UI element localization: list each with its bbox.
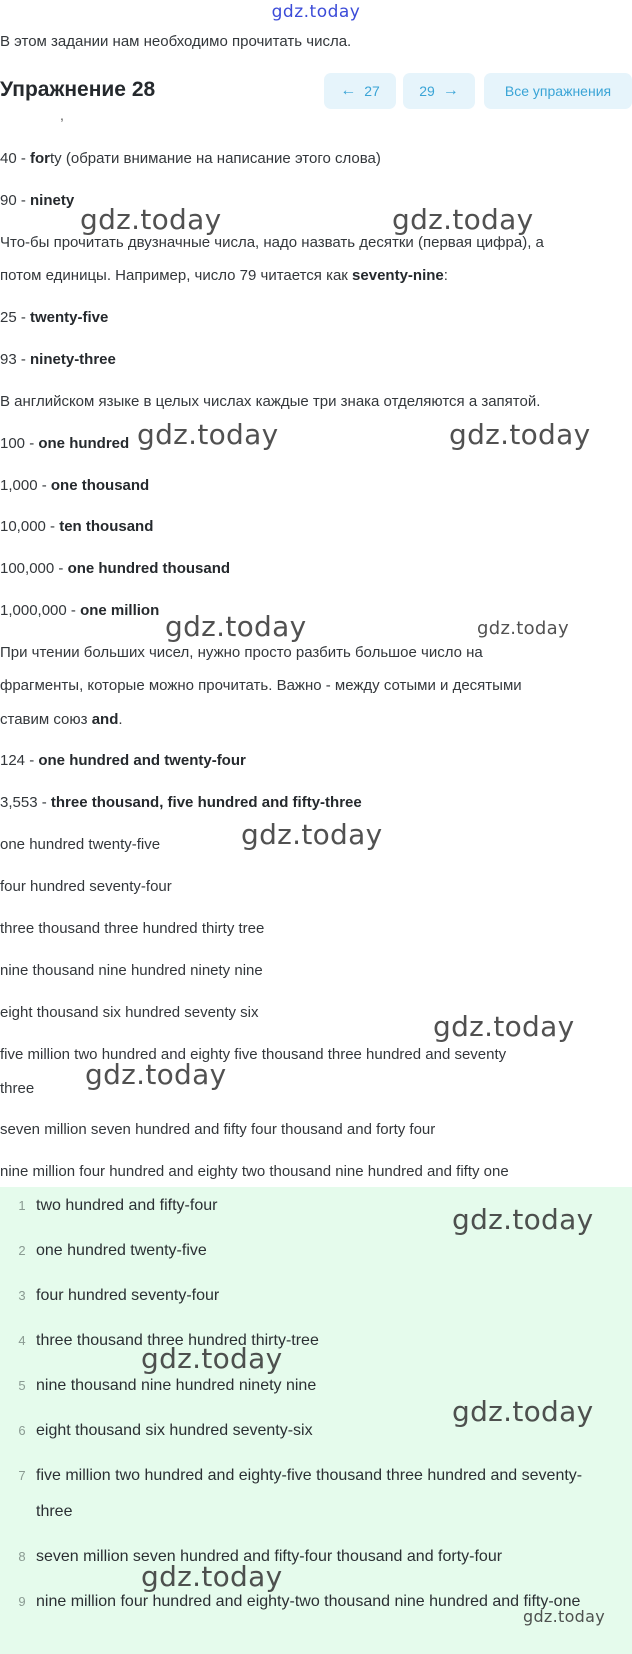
list-item-number: 1 [18,1198,26,1213]
reading-line: five million two hundred and eighty five thousand three hundred and seventy [0,1046,507,1063]
list-item-text: nine million four hundred and eighty-two thousand nine hundred and fifty-one [36,1593,581,1610]
example-line: 10,000 - ten thousand [0,518,154,535]
reading-line: four hundred seventy-four [0,878,172,895]
watermark: gdz.today [392,203,534,236]
list-item-text: one hundred twenty-five [36,1242,207,1259]
next-exercise-button[interactable] [403,73,475,109]
watermark: gdz.today [452,1395,594,1428]
reading-line: three thousand three hundred thirty tree [0,920,265,937]
arrow-left-icon: ← [340,82,357,99]
reading-line: nine thousand nine hundred ninety nine [0,962,263,979]
example-line: 100,000 - one hundred thousand [0,560,231,577]
clipped-text-fragment: , [60,113,64,123]
all-exercises-button[interactable] [484,73,632,109]
explanation-text: При чтении больших чисел, нужно просто разбить большое число на [0,644,483,661]
reading-line: eight thousand six hundred seventy six [0,1004,259,1021]
watermark: gdz.today [85,1058,227,1091]
example-line: 100 - one hundred [0,435,130,452]
reading-line: one hundred twenty-five [0,836,161,853]
page-title: Упражнение 28 [0,78,156,101]
watermark: gdz.today [137,418,279,451]
watermark: gdz.today [80,203,222,236]
list-item-number: 6 [18,1423,26,1438]
list-item-text: four hundred seventy-four [36,1287,220,1304]
example-line: 3,553 - three thousand, five hundred and fifty-three [0,794,362,811]
example-line: 124 - one hundred and twenty-four [0,752,246,769]
list-item-number: 7 [18,1468,26,1483]
list-item-number: 5 [18,1378,26,1393]
list-item-text: nine thousand nine hundred ninety nine [36,1377,317,1394]
list-item-text: five million two hundred and eighty-five thousand three hundred and seventy-three [36,1467,583,1520]
site-logo[interactable]: gdz.today [271,2,361,22]
list-item-text: three thousand three hundred thirty-tree [36,1332,319,1349]
watermark: gdz.today [241,818,383,851]
list-item-number: 4 [18,1333,26,1348]
next-exercise-label: 29 [419,83,435,99]
prev-exercise-button[interactable] [324,73,396,109]
all-exercises-label: Все упражнения [504,83,612,99]
list-item-number: 3 [18,1288,26,1303]
reading-line: three [0,1080,35,1097]
example-line: 25 - twenty-five [0,309,109,326]
prev-exercise-label: 27 [364,83,380,99]
watermark: gdz.today [141,1560,283,1593]
example-line: 90 - ninety [0,192,75,209]
list-item-number: 8 [18,1549,26,1564]
example-line: 40 - forty (обрати внимание на написание этого слова) [0,150,381,167]
example-line: 1,000,000 - one million [0,602,160,619]
example-line: 93 - ninety-three [0,351,116,368]
watermark: gdz.today [449,418,591,451]
list-item-text: eight thousand six hundred seventy-six [36,1422,313,1439]
explanation-text: В английском языке в целых числах каждые три знака отделяются а запятой. [0,393,541,410]
watermark: gdz.today [477,618,569,639]
task-intro: В этом задании нам необходимо прочитать числа. [0,33,352,50]
list-item-text: seven million seven hundred and fifty-four thousand and forty-four [36,1548,503,1565]
example-line: 1,000 - one thousand [0,477,150,494]
reading-line: nine million four hundred and eighty two thousand nine hundred and fifty one [0,1163,509,1180]
watermark: gdz.today [141,1342,283,1375]
watermark: gdz.today [433,1010,575,1043]
watermark: gdz.today [523,1607,605,1626]
reading-line: seven million seven hundred and fifty four thousand and forty four [0,1121,436,1138]
list-item-text: two hundred and fifty-four [36,1197,218,1214]
list-item-number: 2 [18,1243,26,1258]
watermark: gdz.today [165,610,307,643]
watermark: gdz.today [452,1203,594,1236]
explanation-text: Что-бы прочитать двузначные числа, надо назвать десятки (первая цифра), а [0,234,544,251]
explanation-text: фрагменты, которые можно прочитать. Важно - между сотыми и десятыми [0,677,522,694]
explanation-text: ставим союз and. [0,711,123,728]
exercise-header [0,72,632,112]
arrow-right-icon: → [442,82,459,99]
explanation-text: потом единицы. Например, число 79 читается как seventy-nine: [0,267,448,284]
list-item-number: 9 [18,1594,26,1609]
